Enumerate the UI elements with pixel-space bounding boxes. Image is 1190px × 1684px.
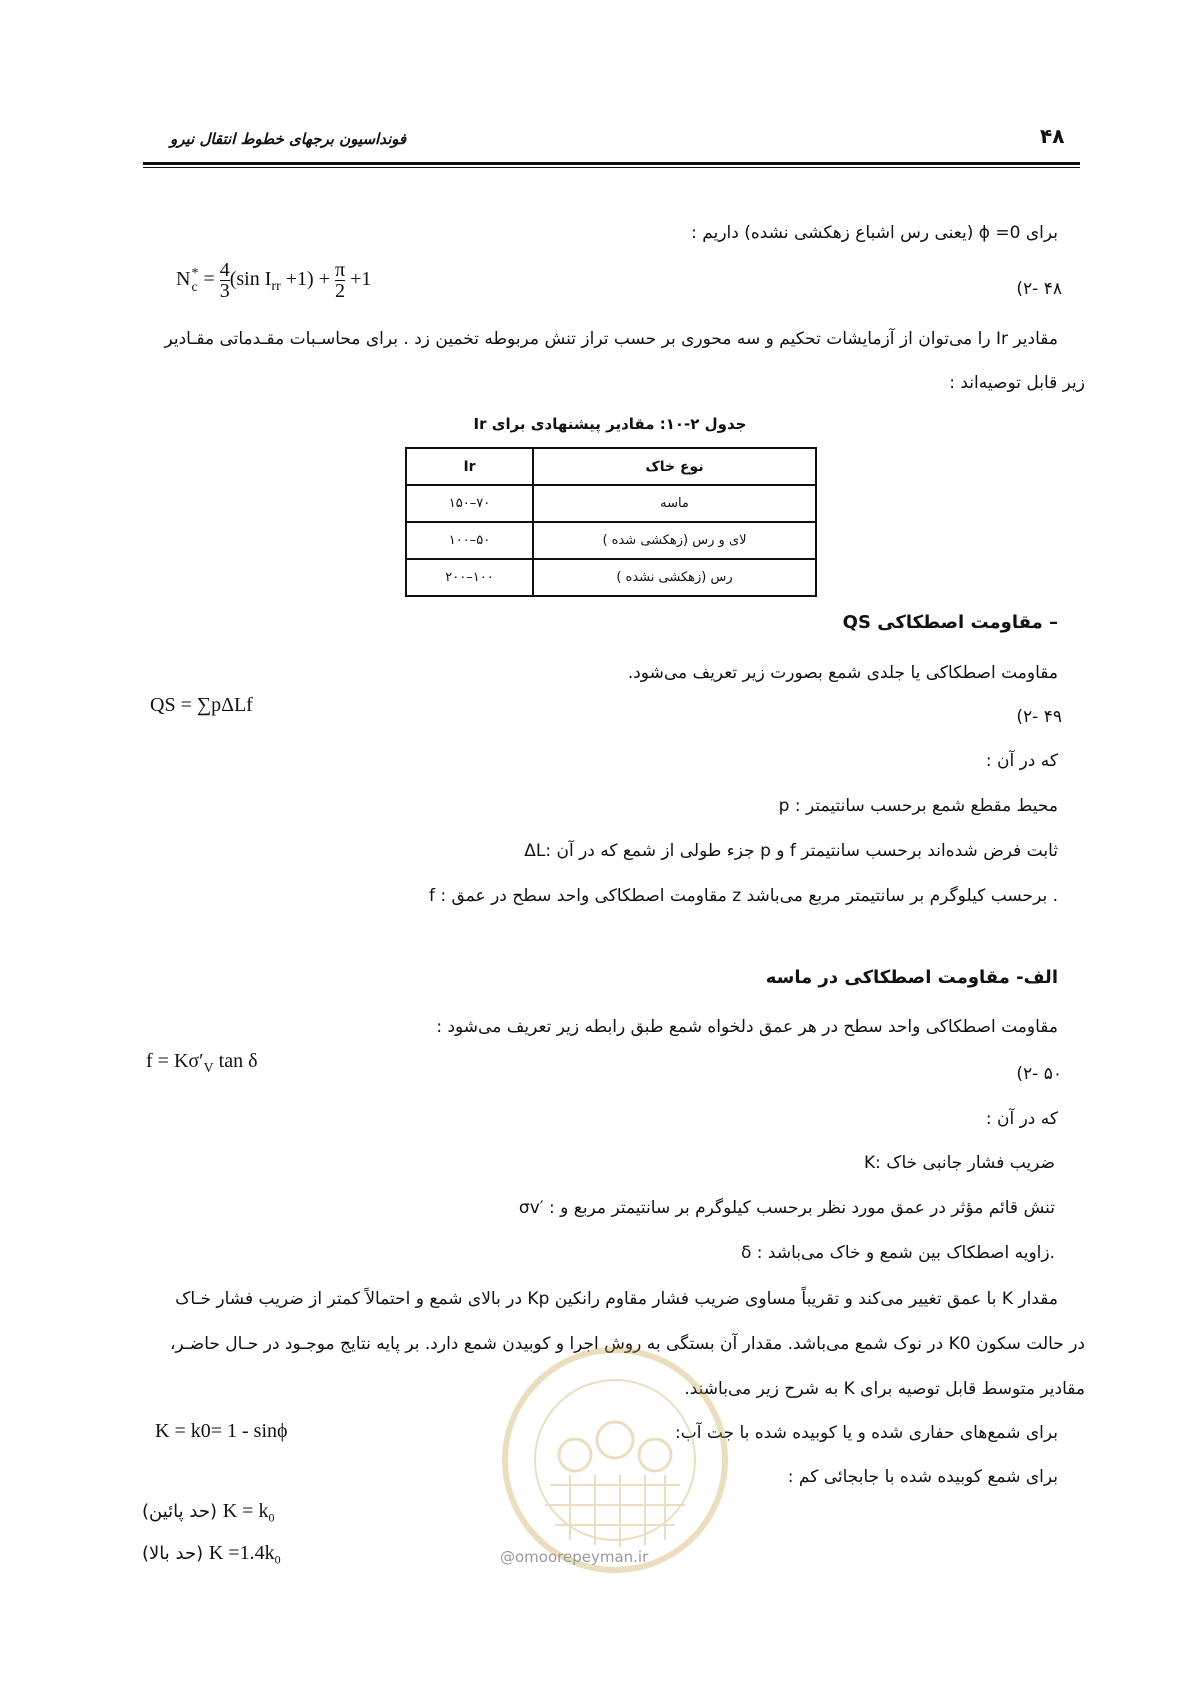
watermark-text: @omoorepeyman.ir	[500, 1548, 649, 1566]
equation-label-50: (۲- ۵۰	[1016, 1064, 1062, 1084]
where-line-2: که در آن :	[985, 1109, 1058, 1129]
definition-f: f : مقاومت اصطکاکی واحد سطح در عمق z برحسب کیلوگرم بر سانتیمتر مربع می‌باشد .	[428, 886, 1058, 906]
table-cell-soil: لای و رس (زهکشی شده )	[533, 522, 816, 559]
eq48-equals: =	[203, 268, 215, 291]
table-cell-ir: ۱۰۰–۲۰۰	[406, 559, 533, 596]
running-title: فونداسیون برجهای خطوط انتقال نیرو	[170, 130, 407, 148]
table-row	[406, 485, 816, 522]
equation-k-drilled: K = k0= 1 - sinϕ	[155, 1420, 288, 1442]
equation-label-49: (۲- ۴۹	[1016, 707, 1062, 727]
paragraph-k-c: مقادیر متوسط قابل توصیه برای K به شرح زیر می‌باشند.	[684, 1379, 1085, 1399]
table-header-ir: Ir	[406, 448, 533, 485]
paragraph-ir: مقادیر Ir را می‌توان از آزمایشات تحکیم و سه محوری بر حسب تراز تنش مربوطه تخمین زد . برای محاسـبات مقـدماتی مقـادیر	[164, 329, 1058, 349]
eq48-lhs: N	[176, 268, 191, 291]
eq50-main: f = Kσ′	[146, 1050, 204, 1072]
header-rule-thin	[143, 167, 1080, 168]
eq48-frac1	[220, 260, 230, 301]
table-row	[406, 522, 816, 559]
eq-k-lower: K = k	[222, 1500, 269, 1522]
eq48-frac2	[335, 260, 345, 301]
paragraph-k-a: مقدار K با عمق تغییر می‌کند و تقریباً مساوی ضریب فشار مقاوم رانکین Kp در بالای شمع و احتمالاً کمتر از ضریب فشار خـاک	[175, 1289, 1058, 1309]
table-cell-soil: رس (زهکشی نشده )	[533, 559, 816, 596]
definition-delta-l: ΔL: جزء طولی از شمع که در آن p و f ثابت فرض شده‌اند برحسب سانتیمتر	[524, 841, 1058, 861]
lower-limit-label: (حد پائین)	[142, 1501, 217, 1522]
definition-sigma: σv′ : تنش قائم مؤثر در عمق مورد نظر برحسب کیلوگرم بر سانتیمتر مربع و	[518, 1198, 1055, 1218]
definition-p: p : محیط مقطع شمع برحسب سانتیمتر	[778, 796, 1058, 816]
paragraph-ir-cont: زیر قابل توصیه‌اند :	[949, 373, 1085, 393]
eq48-mid2: +1) +	[285, 268, 330, 291]
eq48-sup: *	[191, 265, 199, 281]
header-rule	[143, 162, 1080, 165]
definition-k: K: ضریب فشار جانبی خاک	[863, 1153, 1055, 1173]
table-cell-soil: ماسه	[533, 485, 816, 522]
eq50-sub: V	[203, 1061, 214, 1076]
eq48-frac1-den: 3	[219, 280, 230, 302]
where-line: که در آن :	[985, 751, 1058, 771]
eq-k-lower-sub: 0	[268, 1510, 275, 1525]
eq-k-upper: K =1.4k	[208, 1542, 275, 1564]
eq48-frac2-den: 2	[335, 280, 345, 302]
section-heading-qs: – مقاومت اصطکاکی QS	[842, 612, 1058, 633]
table-header-soil: نوع خاک	[533, 448, 816, 485]
eq-k-upper-sub: 0	[274, 1552, 281, 1567]
eq48-mid: (sin I	[229, 268, 272, 291]
table-caption: جدول ۲-۱۰: مقادیر پیشنهادی برای Ir	[473, 415, 747, 433]
equation-48	[176, 260, 371, 301]
eq50-tail: tan δ	[213, 1050, 258, 1072]
equation-k-upper	[142, 1542, 281, 1568]
eq48-frac1-num: 4	[219, 259, 230, 281]
intro-line: برای 0= ϕ (یعنی رس اشباع زهکشی نشده) داریم :	[691, 223, 1058, 243]
equation-50	[146, 1050, 258, 1077]
equation-49: QS = ∑pΔLf	[150, 694, 253, 716]
page-number: ۴۸	[1040, 124, 1065, 148]
case-drilled: برای شمع‌های حفاری شده و یا کوبیده شده با جت آب:	[675, 1423, 1058, 1443]
definition-delta: δ : زاویه اصطکاک بین شمع و خاک می‌باشد.	[740, 1243, 1055, 1263]
eq48-mid-sub: rr	[271, 279, 281, 295]
ir-table	[405, 447, 817, 597]
upper-limit-label: (حد بالا)	[142, 1543, 204, 1564]
eq48-end: +1	[350, 268, 372, 291]
section-heading-sand: الف- مقاومت اصطکاکی در ماسه	[765, 967, 1058, 988]
table-row	[406, 559, 816, 596]
qs-intro-line: مقاومت اصطکاکی یا جلدی شمع بصورت زیر تعریف می‌شود.	[627, 663, 1058, 683]
table-header-row	[406, 448, 816, 485]
paragraph-k-b: در حالت سکون K0 در نوک شمع می‌باشد. مقدار آن بستگی به روش اجرا و کوبیدن شمع دارد. بر پایه نتایج موجـود در حـال حاضـر،	[169, 1334, 1085, 1354]
sand-intro-line: مقاومت اصطکاکی واحد سطح در هر عمق دلخواه شمع طبق رابطه زیر تعریف می‌شود :	[436, 1017, 1058, 1037]
eq48-frac2-num: π	[334, 259, 346, 281]
table-cell-ir: ۷۰–۱۵۰	[406, 485, 533, 522]
table-cell-ir: ۵۰–۱۰۰	[406, 522, 533, 559]
equation-label-48: (۲- ۴۸	[1016, 279, 1062, 299]
eq48-sub: c	[191, 279, 198, 295]
case-driven: برای شمع کوبیده شده با جابجائی کم :	[787, 1467, 1058, 1487]
equation-k-lower	[142, 1500, 274, 1526]
